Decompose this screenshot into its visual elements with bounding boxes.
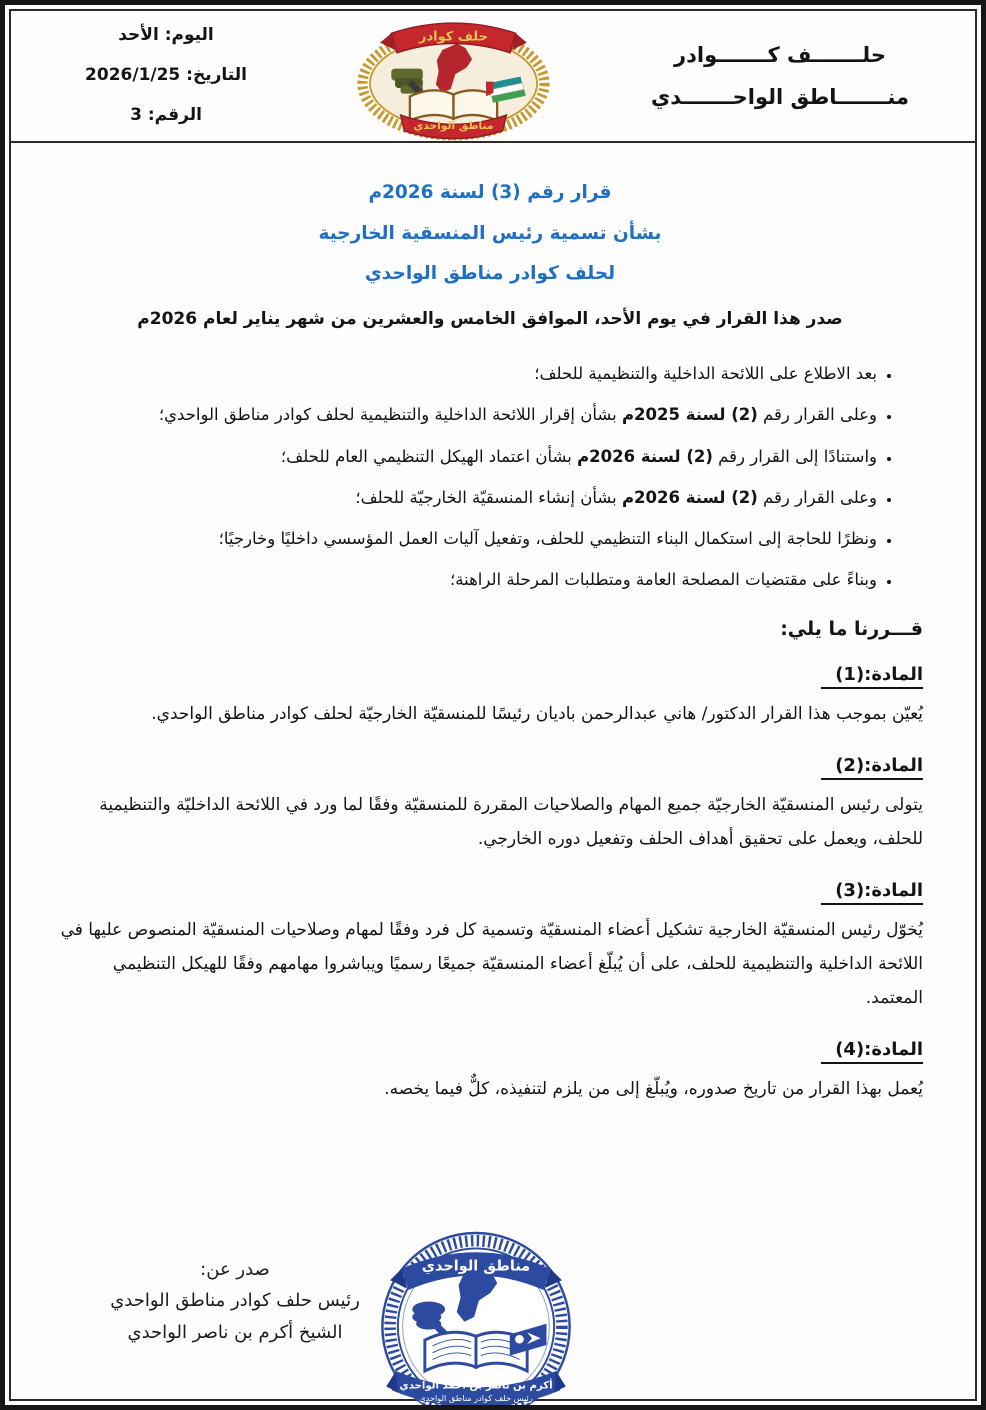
- org-name-line2: منـــــــاطق الواحـــــــدي: [651, 85, 909, 109]
- document-meta: [41, 16, 291, 136]
- issued-line: صدر هذا القرار في يوم الأحد، الموافق الخامس والعشرين من شهر يناير لعام 2026م: [137, 309, 843, 330]
- seal-banner-top-text: مناطق الواحدي: [421, 1258, 531, 1275]
- preamble-list: [57, 363, 877, 592]
- document-body: [11, 155, 975, 1410]
- preamble-item: • واستنادًا إلى القرار رقم (2) لسنة 2026م بشأن اعتماد الهيكل التنظيمي العام للحلف؛: [57, 446, 877, 468]
- meta-date: التاريخ: 2026/1/25: [85, 65, 247, 86]
- meta-number: الرقم: 3: [130, 104, 202, 125]
- article-3: [57, 880, 923, 1015]
- decision-heading: قـــررنا ما يلي:: [780, 617, 923, 640]
- signature-issued-by: صدر عن:: [200, 1258, 270, 1280]
- decision-title-line1: قرار رقم (3) لسنة 2026م: [368, 182, 612, 203]
- preamble-item: • بعد الاطلاع على اللائحة الداخلية والتنظيمية للحلف؛: [57, 363, 877, 385]
- preamble-item: • وعلى القرار رقم (2) لسنة 2026م بشأن إنشاء المنسقيّة الخارجيّة للحلف؛: [57, 487, 877, 509]
- org-name-block: [615, 34, 945, 118]
- decision-title-line3: لحلف كوادر مناطق الواحدي: [364, 263, 616, 285]
- meta-day: اليوم: الأحد: [118, 25, 214, 46]
- article-4-body: يُعمل بهذا القرار من تاريخ صدوره، ويُبلّغ إلى من يلزم لتنفيذه، كلٌّ فيما يخصه.: [384, 1078, 923, 1099]
- preamble-item: • وبناءً على مقتضيات المصلحة العامة ومتطلبات المرحلة الراهنة؛: [57, 569, 877, 591]
- signature-block: [105, 1254, 365, 1349]
- seal-title-text: رئيس حلف كوادر مناطق الواحدي: [419, 1392, 533, 1403]
- article-3-heading: المادة:(3): [821, 880, 923, 905]
- org-logo: [346, 11, 561, 141]
- seal-name-text: أكرم بن ناصر بن أحمد الواحدي: [399, 1380, 553, 1392]
- signature-area: [57, 1224, 923, 1410]
- document-frame: [9, 9, 977, 1401]
- org-name-line1: حلـــــــف كـــــــوادر: [674, 43, 886, 67]
- article-4: [57, 1039, 923, 1106]
- signature-title: رئيس حلف كوادر مناطق الواحدي: [110, 1290, 360, 1312]
- decision-title-line2: بشأن تسمية رئيس المنسقية الخارجية: [318, 222, 662, 244]
- article-1-body: يُعيّن بموجب هذا القرار الدكتور/ هاني عبدالرحمن باديان رئيسًا للمنسقيّة الخارجيّة لحلف كوادر مناطق الواحدي.: [151, 703, 923, 724]
- decision-title-block: [57, 173, 923, 295]
- article-2: [57, 755, 923, 856]
- preamble-item: • ونظرًا للحاجة إلى استكمال البناء التنظيمي للحلف، وتفعيل آليات العمل المؤسسي داخليًا وخارجيًا؛: [57, 528, 877, 550]
- logo-banner-top-text: حلف كوادر: [418, 29, 488, 45]
- article-2-body: يتولى رئيس المنسقيّة الخارجيّة جميع المهام والصلاحيات المقررة للمنسقيّة وفقًا لما ورد في اللائحة الداخليّة والتنظيمية للحلف، ويعمل على تحقيق أهداف الحلف وتفعيل دوره الخارجي.: [99, 794, 923, 849]
- official-seal: [365, 1224, 587, 1410]
- book-icon: [409, 90, 496, 120]
- article-3-body: يُخوّل رئيس المنسقيّة الخارجية تشكيل أعضاء المنسقيّة وتسمية كل فرد وفقًا لمهام وصلاحيات المنسقيّة المنصوص عليها في اللائحة الداخلية والتنظيمية للحلف، على أن يُبلّغ أعضاء المنسقيّة جميعًا رسميًا ويباشروا مهامهم وفقًا للهيكل التنظيمي المعتمد.: [60, 919, 923, 1008]
- article-4-heading: المادة:(4): [821, 1039, 923, 1064]
- signature-name: الشيخ أكرم بن ناصر الواحدي: [127, 1321, 343, 1343]
- preamble-item: • وعلى القرار رقم (2) لسنة 2025م بشأن إقرار اللائحة الداخلية والتنظيمية لحلف كوادر مناطق الواحدي؛: [57, 404, 877, 426]
- logo-banner-bottom-text: مناطق الواحدي: [413, 118, 493, 132]
- article-1-heading: المادة:(1): [821, 664, 923, 689]
- letterhead: [11, 11, 975, 143]
- article-1: [57, 664, 923, 731]
- article-2-heading: المادة:(2): [821, 755, 923, 780]
